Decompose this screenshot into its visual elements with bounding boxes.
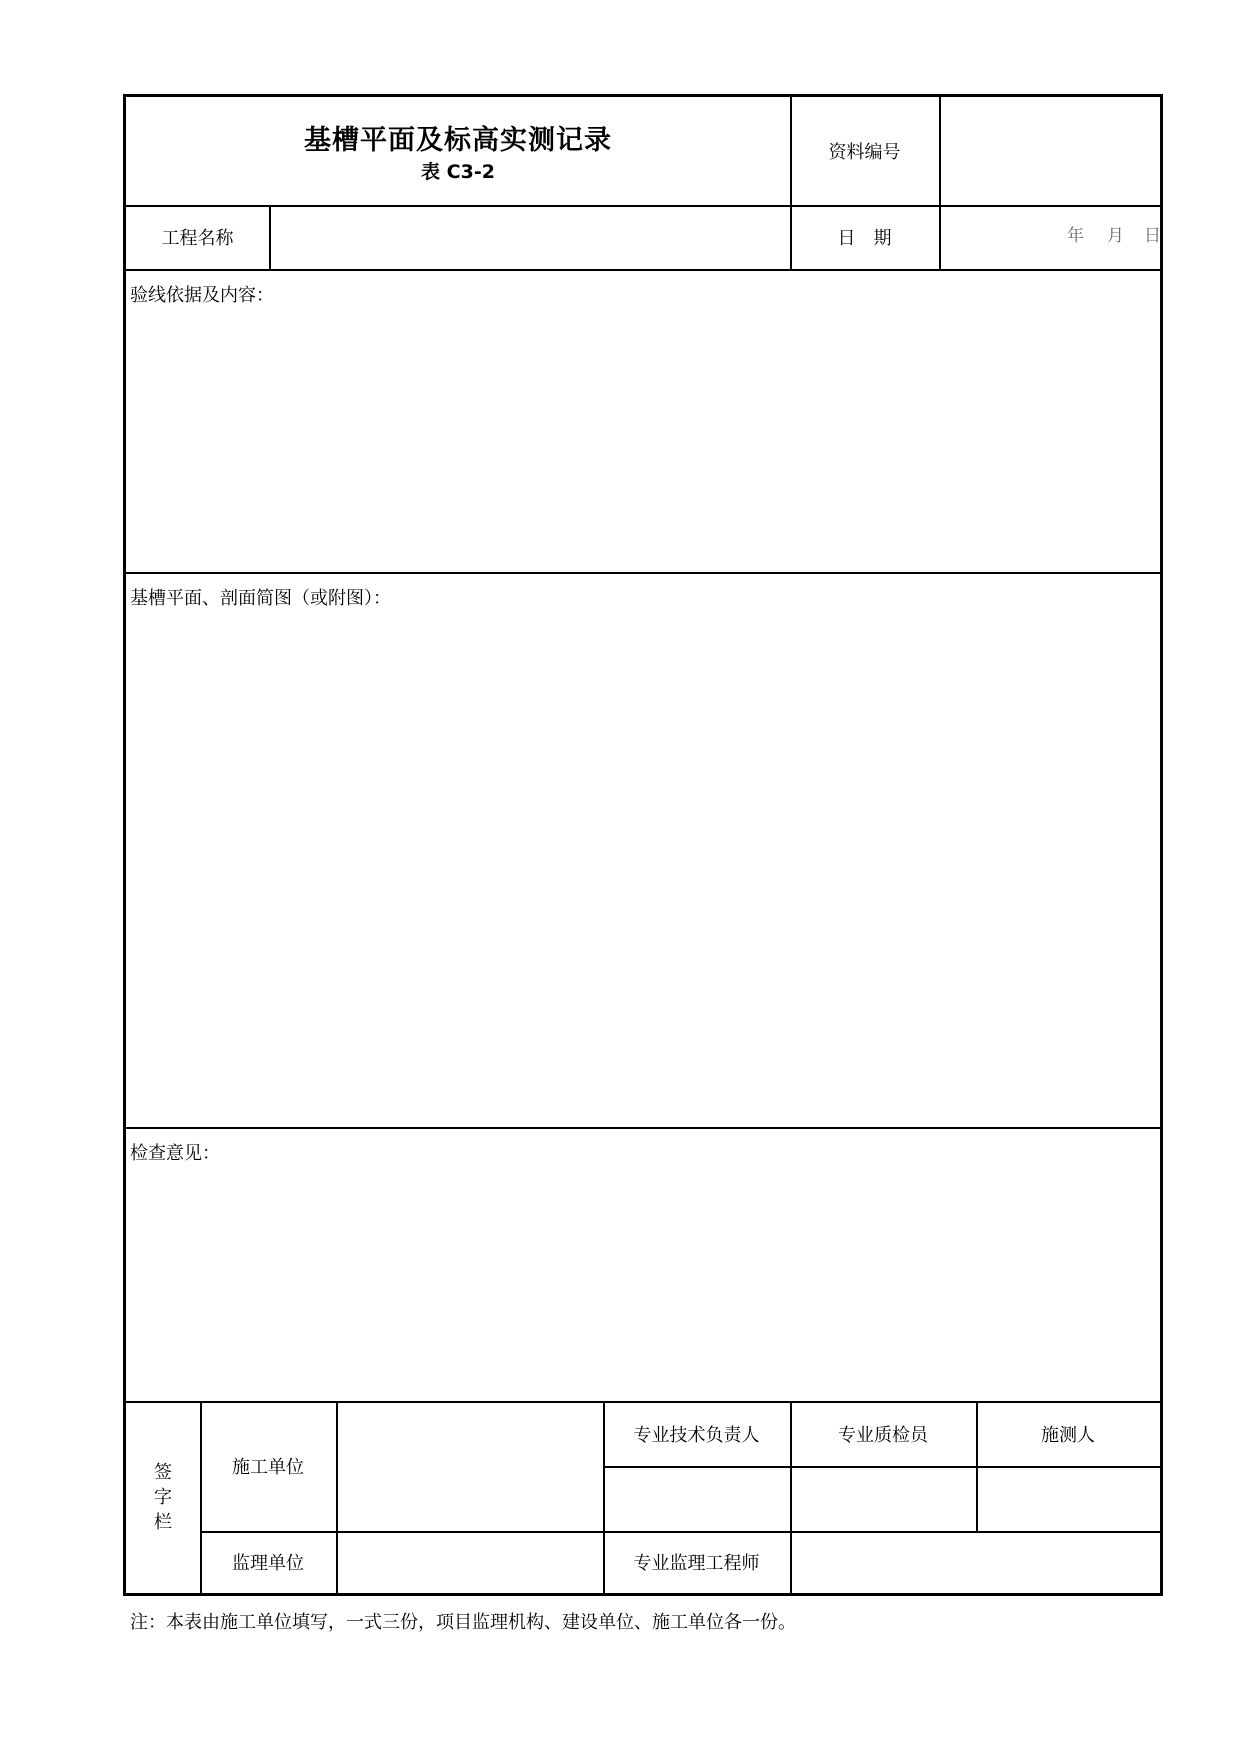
opinion-section-label: 检查意见：	[130, 1143, 220, 1164]
construction-unit-label: 施工单位	[232, 1457, 304, 1478]
form-title: 基槽平面及标高实测记录	[304, 124, 612, 156]
quality-inspector-signature-field[interactable]	[790, 1466, 976, 1531]
surveyor-label: 施测人	[1041, 1424, 1095, 1446]
supervision-engineer-label: 专业监理工程师	[633, 1553, 760, 1574]
supervision-unit-label: 监理单位	[232, 1553, 304, 1574]
date-year-label: 年	[1067, 226, 1084, 246]
tech-lead-signature-field[interactable]	[603, 1466, 790, 1531]
quality-inspector-label: 专业质检员	[838, 1424, 928, 1446]
construction-unit-field[interactable]	[336, 1401, 603, 1531]
row-divider	[126, 572, 1160, 574]
row-divider	[126, 1127, 1160, 1129]
row-divider	[126, 269, 1160, 271]
basis-content-area[interactable]	[126, 312, 1160, 570]
sketch-section-label: 基槽平面、剖面简图（或附图）：	[130, 588, 391, 609]
signature-char: 栏	[154, 1511, 172, 1533]
project-name-label: 工程名称	[161, 228, 234, 249]
record-form	[123, 94, 1163, 1596]
date-month-label: 月	[1107, 226, 1124, 246]
sketch-content-area[interactable]	[126, 615, 1160, 1125]
footer-note: 注：本表由施工单位填写，一式三份，项目监理机构、建设单位、施工单位各一份。	[130, 1612, 796, 1633]
form-subtitle: 表 C3-2	[421, 160, 495, 183]
signature-char: 签	[154, 1461, 172, 1483]
date-day-label: 日	[1144, 226, 1161, 246]
tech-lead-label: 专业技术负责人	[633, 1424, 760, 1446]
opinion-content-area[interactable]	[126, 1170, 1160, 1399]
surveyor-signature-field[interactable]	[976, 1466, 1160, 1531]
supervision-engineer-signature-field[interactable]	[790, 1531, 1160, 1593]
signature-column-label	[126, 1401, 200, 1593]
signature-char: 字	[154, 1486, 172, 1508]
supervision-unit-field[interactable]	[336, 1531, 603, 1593]
date-field[interactable]	[939, 205, 1160, 269]
doc-number-label: 资料编号	[828, 142, 901, 163]
date-label: 日 期	[837, 228, 892, 249]
basis-section-label: 验线依据及内容：	[130, 285, 274, 306]
